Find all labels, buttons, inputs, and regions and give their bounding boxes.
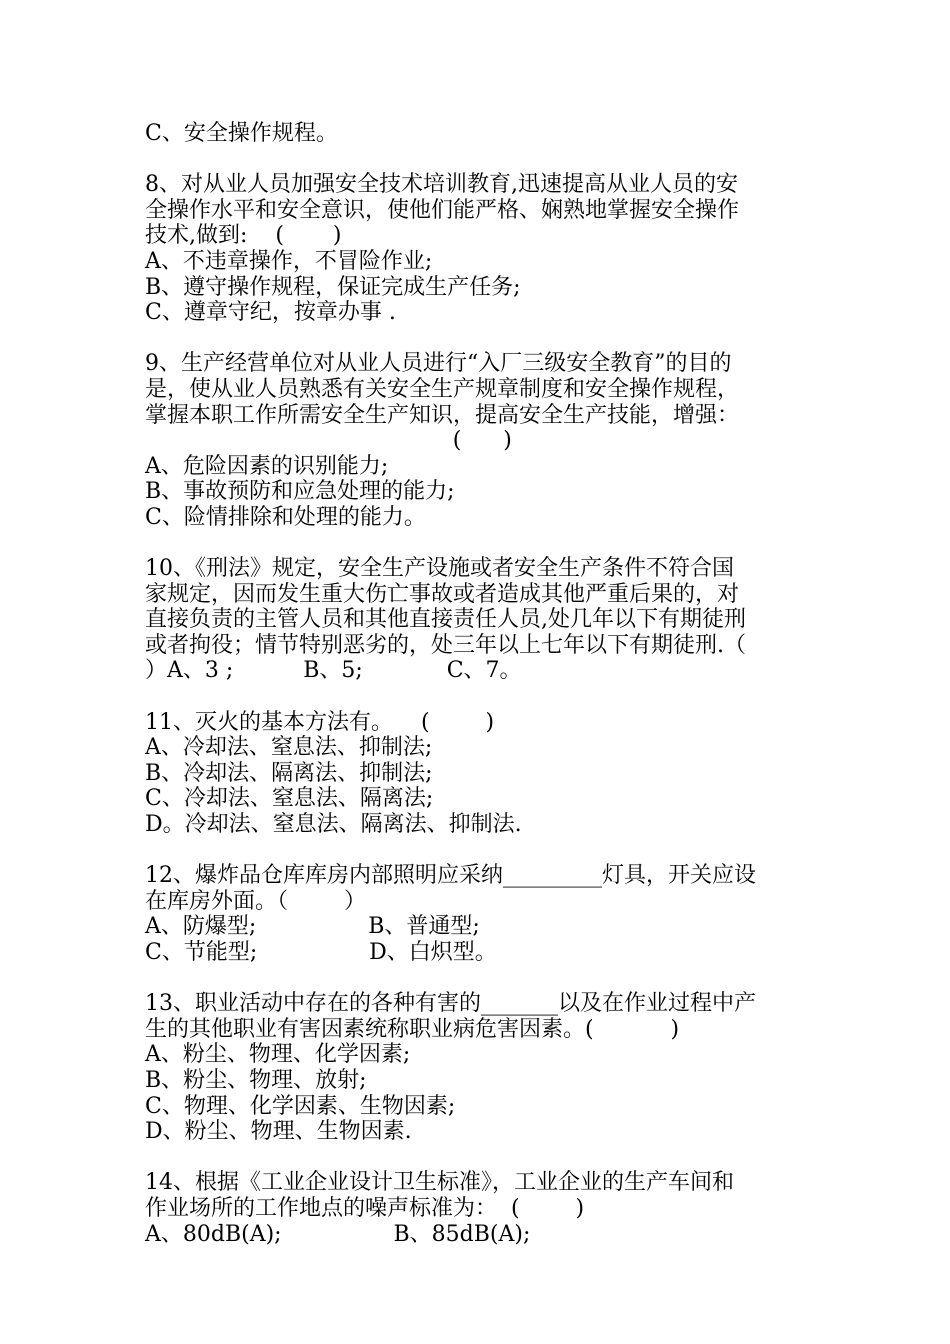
text-line: 12、爆炸品仓库库房内部照明应采纳_________灯具，开关应设	[145, 863, 756, 889]
block-spacer	[145, 1145, 810, 1171]
text-line: 作业场所的工作地点的噪声标准为： ( )	[145, 1195, 585, 1221]
text-line: 是，使从业人员熟悉有关安全生产规章制度和安全操作规程，	[145, 376, 740, 402]
text-line: 在库房外面。（ ）	[145, 888, 366, 914]
question-block	[145, 351, 810, 530]
text-line: 9、生产经营单位对从业人员进行“入厂三级安全教育”的目的	[145, 351, 732, 377]
text-line: 生的其他职业有害因素统称职业病危害因素。( )	[145, 1016, 680, 1042]
question-block	[145, 863, 810, 965]
block-spacer	[145, 531, 810, 557]
text-line: C、安全操作规程。	[145, 121, 338, 146]
block-spacer	[145, 966, 810, 992]
question-block	[145, 991, 810, 1145]
text-line: 技术,做到: ( )	[145, 223, 342, 249]
text-line: 全操作水平和安全意识，使他们能严格、娴熟地掌握安全操作	[145, 197, 740, 223]
question-list	[145, 121, 810, 1247]
text-line: 10、《刑法》规定，安全生产设施或者安全生产条件不符合国	[145, 556, 734, 582]
block-spacer	[145, 838, 810, 864]
block-spacer	[145, 147, 810, 173]
text-line: A、危险因素的识别能力;	[145, 453, 389, 479]
text-line: 11、灭火的基本方法有。 ( )	[145, 709, 495, 735]
text-line: B、事故预防和应急处理的能力;	[145, 479, 455, 505]
text-line: 掌握本职工作所需安全生产知识，提高安全生产技能，增强：	[145, 402, 740, 428]
question-block	[145, 121, 810, 147]
block-spacer	[145, 684, 810, 710]
text-line: B、遵守操作规程，保证完成生产任务;	[145, 274, 521, 300]
text-line: C、遵章守纪，按章办事 .	[145, 300, 396, 326]
block-spacer	[145, 326, 810, 352]
question-block	[145, 710, 810, 838]
text-line: C、物理、化学因素、生物因素;	[145, 1093, 456, 1119]
text-line: D、粉尘、物理、生物因素.	[145, 1119, 412, 1145]
text-line: B、粉尘、物理、放射;	[145, 1067, 367, 1093]
text-line: B、冷却法、隔离法、抑制法;	[145, 760, 433, 786]
text-line: C、冷却法、窒息法、隔离法;	[145, 786, 434, 812]
text-line: 13、职业活动中存在的各种有害的_______以及在作业过程中产	[145, 991, 756, 1017]
text-line: D。冷却法、窒息法、隔离法、抑制法.	[145, 812, 522, 838]
text-line: A、不违章操作，不冒险作业;	[145, 248, 433, 274]
text-line: 直接负责的主管人员和其他直接责任人员,处几年以下有期徒刑	[145, 607, 746, 633]
text-line: A、80dB(A); B、85dB(A);	[145, 1221, 531, 1247]
text-line: 8、对从业人员加强安全技术培训教育,迅速提高从业人员的安	[145, 172, 738, 198]
text-line: 14、根据《工业企业设计卫生标准》，工业企业的生产车间和	[145, 1170, 734, 1196]
text-line: 或者拘役；情节特别恶劣的，处三年以上七年以下有期徒刑.（	[145, 632, 746, 658]
text-line: ）A、3 ; B、5; C、7。	[145, 658, 522, 684]
question-block	[145, 172, 810, 326]
text-line: A、冷却法、窒息法、抑制法;	[145, 735, 433, 761]
question-block	[145, 556, 810, 684]
text-line: ( )	[145, 428, 512, 454]
text-line: C、节能型; D、白炽型。	[145, 940, 497, 965]
text-line: A、粉尘、物理、化学因素;	[145, 1042, 411, 1068]
text-line: 家规定，因而发生重大伤亡事故或者造成其他严重后果的，对	[145, 581, 740, 607]
text-line: A、防爆型; B、普通型;	[145, 914, 480, 940]
question-block	[145, 1170, 810, 1247]
text-line: C、险情排除和处理的能力。	[145, 504, 426, 530]
